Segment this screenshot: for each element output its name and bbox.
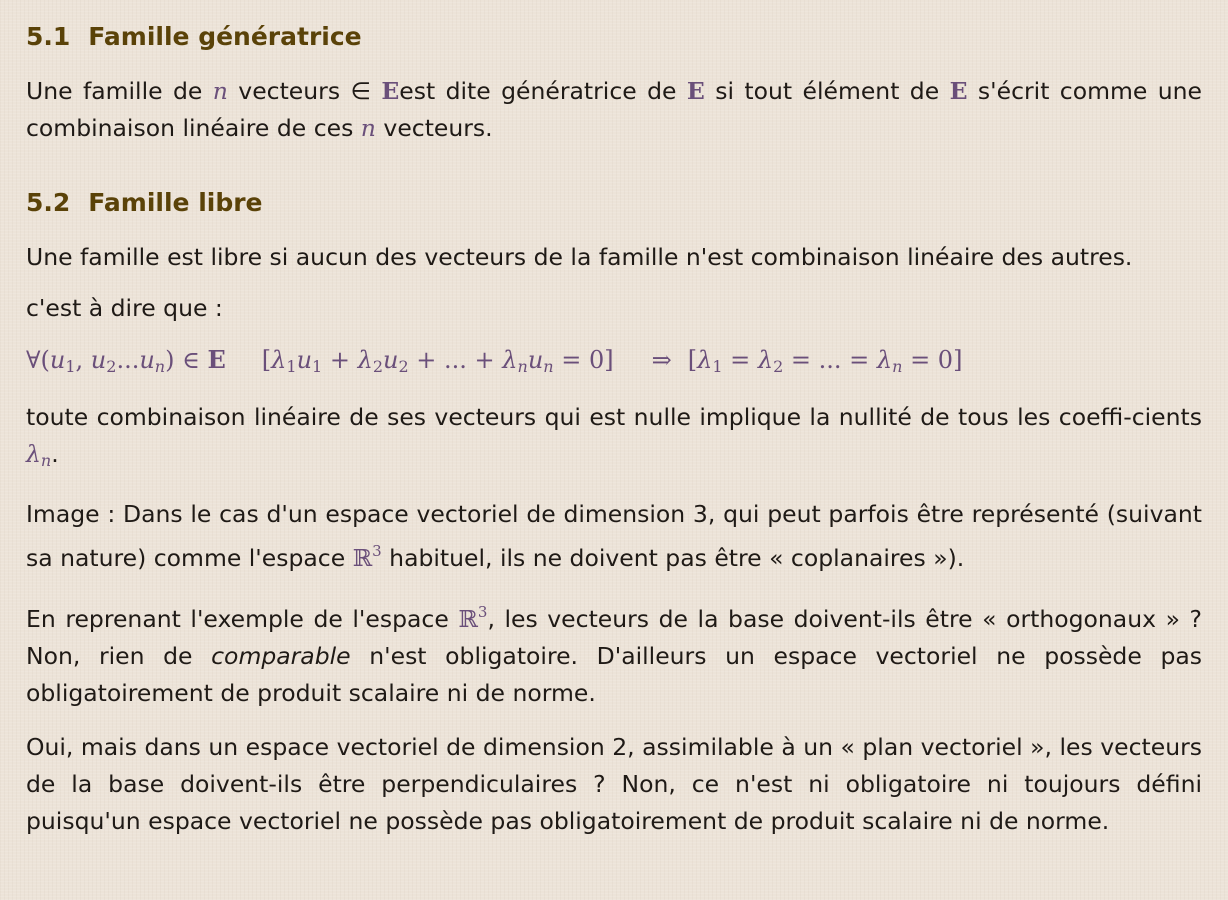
math-R3: ℝ$^3$ <box>352 542 382 572</box>
section-title: Famille génératrice <box>88 22 362 51</box>
math-R3: ℝ$^3$ <box>458 603 488 633</box>
math-E: E <box>949 77 968 105</box>
paragraph-image-dimension-3: Image : Dans le cas d'un espace vectoriel de dimension 3, qui peut parfois être représenté (suivant sa nature) comme l'espace ℝ$^3$ habituel, ils ne doivent pas être « coplanaires »). <box>26 500 1202 572</box>
section-number: 5.1 <box>26 22 71 51</box>
paragraph-nullite: toute combinaison linéaire de ses vecteurs qui est nulle implique la nullité de tous les coeffi-cients $\lambda_n$. <box>26 403 1202 470</box>
document-page <box>26 18 1202 840</box>
formula-linear-independence: $\forall(u_1$, $u_2...u_n$) ∈ E [$\lambda_1u_1 + \lambda_2u_2$ + ... + $\lambda_nu_n = 0$] ⇒ [$\lambda_1 = \lambda_2$ = ... = $\lambda_n = 0$] <box>26 345 963 376</box>
paragraph-generatrice: Une famille de n vecteurs ∈ Eest dite génératrice de E si tout élément de E s'écrit comme une combinaison linéaire de ces n vecteurs. <box>26 77 1203 142</box>
section-heading-5-1 <box>26 18 1202 56</box>
math-E: E <box>686 77 705 105</box>
math-E: E <box>381 77 400 105</box>
math-n: n <box>212 77 228 105</box>
section-title: Famille libre <box>88 188 263 217</box>
math-lambda-n: $\lambda_n$ <box>26 440 52 470</box>
paragraph-orthogonaux: En reprenant l'exemple de l'espace ℝ$^3$, les vecteurs de la base doivent-ils être « orthogonaux » ? Non, rien de comparable n'est obligatoire. D'ailleurs un espace vectoriel ne possède pas obligatoirement de produit scalaire ni de norme. <box>26 603 1202 707</box>
paragraph-dimension-2: Oui, mais dans un espace vectoriel de dimension 2, assimilable à un « plan vectoriel », les vecteurs de la base doivent-ils être perpendiculaires ? Non, ce n'est ni obligatoire ni toujours défini puisqu'un espace vectoriel ne possède pas obligatoirement de produit scalaire ni de norme. <box>26 733 1202 835</box>
paragraph-libre-definition: Une famille est libre si aucun des vecteurs de la famille n'est combinaison linéaire des autres. <box>26 243 1133 271</box>
implies-icon: ⇒ <box>651 346 672 374</box>
math-n: n <box>360 114 376 142</box>
section-heading-5-2 <box>26 184 1202 222</box>
section-number: 5.2 <box>26 188 71 217</box>
paragraph-cest-a-dire: c'est à dire que : <box>26 294 223 322</box>
